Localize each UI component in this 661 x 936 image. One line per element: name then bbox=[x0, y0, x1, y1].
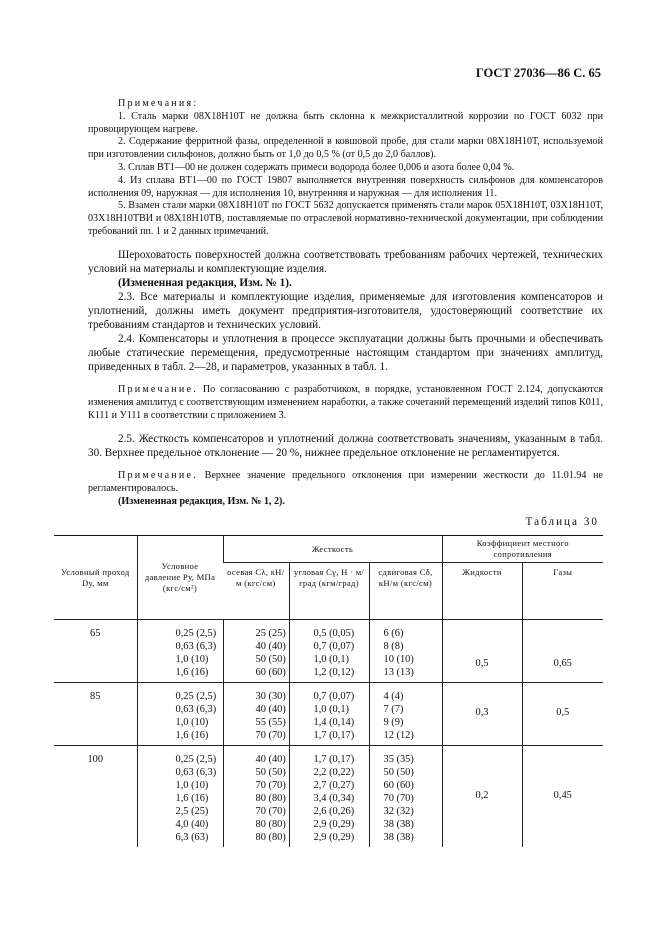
notes-title: Примечания: bbox=[118, 98, 199, 109]
cell-gas: 0,45 bbox=[522, 746, 603, 848]
cell-angular: 1,7 (0,17) 2,2 (0,22) 2,7 (0,27) 3,4 (0,34) 2,6 (0,26) 2,9 (0,29) 2,9 (0,29) bbox=[289, 746, 369, 848]
note-item: 1. Сталь марки 08Х18Н10Т не должна быть склонна к межкристаллитной коррозии по ГОСТ 6032 при провоцирующем нагреве. bbox=[88, 110, 603, 135]
note-2-4 bbox=[88, 384, 603, 422]
header-dn: Условный проход Dу, мм bbox=[54, 536, 137, 620]
edit-note-1-2: (Измененная редакция, Изм. № 1, 2). bbox=[118, 495, 285, 507]
table-row bbox=[54, 620, 603, 683]
paragraph-2-4: 2.4. Компенсаторы и уплотнения в процессе эксплуатации должны быть прочными и обеспечивать любые статические перемещения, предусмотренные настоящим стандартом при значениях амплитуд, приведенных в табл. 2—28, и параметров, указанных в табл. 1. bbox=[88, 333, 603, 373]
cell-gas: 0,5 bbox=[522, 683, 603, 746]
note-item: 3. Сплав ВТ1—00 не должен содержать примеси водорода более 0,006 и азота более 0,04 %. bbox=[118, 161, 515, 173]
roughness-paragraph: Шероховатость поверхностей должна соответствовать требованиям рабочих чертежей, технических условий на материалы и комплектующие изделия. bbox=[88, 249, 603, 275]
header-angular: угловая Сγ, Н · м/град (кгм/град) bbox=[289, 563, 369, 620]
cell-liquid: 0,2 bbox=[442, 746, 522, 848]
cell-shear: 35 (35) 50 (50) 60 (60) 70 (70) 32 (32) 38 (38) 38 (38) bbox=[369, 746, 442, 848]
cell-dn: 100 bbox=[54, 746, 137, 848]
cell-dn: 85 bbox=[54, 683, 137, 746]
header-liquid: Жидкости bbox=[442, 563, 522, 620]
header-axial: осевая Сλ, кН/м (кгс/см) bbox=[227, 567, 285, 588]
note-item: 2. Содержание ферритной фазы, определенной в ковшовой пробе, для стали марки 08Х18Н10Т, используемой при изготовлении сильфонов, должно быть от 1,0 до 0,5 % (от 0,5 до 2,0 баллов). bbox=[88, 136, 603, 161]
header-stiffness: Жесткость bbox=[223, 536, 442, 563]
cell-pressure: 0,25 (2,5) 0,63 (6,3) 1,0 (10) 1,6 (16) bbox=[137, 683, 223, 746]
cell-axial: 30 (30) 40 (40) 55 (55) 70 (70) bbox=[223, 683, 289, 746]
note-2-5-label: Примечание. bbox=[118, 470, 198, 482]
stiffness-table bbox=[54, 535, 603, 847]
cell-gas: 0,65 bbox=[522, 620, 603, 683]
cell-dn: 65 bbox=[54, 620, 137, 683]
note-2-4-text: По согласованию с разработчиком, в порядке, установленном ГОСТ 2.124, допускаются изменения амплитуд с соответствующим изменением наработки, а также сочетаний перемещений изделий типов К011, К111 и У111 в соответствии с приложением 3. bbox=[88, 384, 603, 421]
table-row bbox=[54, 746, 603, 848]
note-2-4-label: Примечание. bbox=[118, 384, 198, 395]
cell-liquid: 0,5 bbox=[442, 620, 522, 683]
cell-shear: 4 (4) 7 (7) 9 (9) 12 (12) bbox=[369, 683, 442, 746]
page-header: ГОСТ 27036—86 С. 65 bbox=[475, 66, 601, 80]
edit-note-1: (Измененная редакция, Изм. № 1). bbox=[118, 277, 292, 289]
header-gas: Газы bbox=[522, 563, 603, 620]
cell-axial: 25 (25) 40 (40) 50 (50) 60 (60) bbox=[223, 620, 289, 683]
main-text bbox=[88, 248, 603, 509]
paragraph-2-3: 2.3. Все материалы и комплектующие изделия, применяемые для изготовления компенсаторов и уплотнений, должны иметь документ предприятия-изготовителя, удостоверяющий соответствие их требованиям стандартов и технических условий. bbox=[88, 291, 603, 331]
cell-angular: 0,7 (0,07) 1,0 (0,1) 1,4 (0,14) 1,7 (0,17) bbox=[289, 683, 369, 746]
note-2-5 bbox=[88, 470, 603, 496]
cell-pressure: 0,25 (2,5) 0,63 (6,3) 1,0 (10) 1,6 (16) 2,5 (25) 4,0 (40) 6,3 (63) bbox=[137, 746, 223, 848]
header-shear: сдвиговая Сδ, кН/м (кгс/см) bbox=[369, 563, 442, 620]
cell-liquid: 0,3 bbox=[442, 683, 522, 746]
header-coefficient: Коэффициент местного сопротивления bbox=[442, 536, 603, 563]
table-caption: Таблица 30 bbox=[525, 516, 599, 528]
note-item: 5. Взамен стали марки 08Х18Н10Т по ГОСТ 5632 допускается применять стали марок 05Х18Н10Т, 03Х18Н10Т, 03Х18Н10ТВИ и 08Х18Н10ТВ, поставляемые по отраслевой нормативно-технической документации, при соблюдении требований пп. 1 и 2 данных примечаний. bbox=[88, 200, 603, 237]
cell-axial: 40 (40) 50 (50) 70 (70) 80 (80) 70 (70) 80 (80) 80 (80) bbox=[223, 746, 289, 848]
cell-shear: 6 (6) 8 (8) 10 (10) 13 (13) bbox=[369, 620, 442, 683]
cell-angular: 0,5 (0,05) 0,7 (0,07) 1,0 (0,1) 1,2 (0,12) bbox=[289, 620, 369, 683]
note-2-5-text: Верхнее значение предельного отклонения при измерении жесткости до 11.01.94 не регламентировалось. bbox=[88, 470, 603, 495]
notes-block bbox=[88, 98, 603, 239]
paragraph-2-5: 2.5. Жесткость компенсаторов и уплотнений должна соответствовать значениям, указанным в табл. 30. Верхнее предельное отклонение — 20 %, нижнее предельное отклонение не регламентируется. bbox=[88, 433, 603, 460]
table-row bbox=[54, 683, 603, 746]
note-item: 4. Из сплава ВТ1—00 по ГОСТ 19807 выполняется внутренняя поверхность сильфонов для компенсаторов исполнения 09, наружная — для исполнения 10, внутренняя и наружная — для исполнения 11. bbox=[88, 174, 603, 199]
header-pressure: Условное давление Ру, МПа (кгс/см²) bbox=[137, 536, 223, 620]
cell-pressure: 0,25 (2,5) 0,63 (6,3) 1,0 (10) 1,6 (16) bbox=[137, 620, 223, 683]
